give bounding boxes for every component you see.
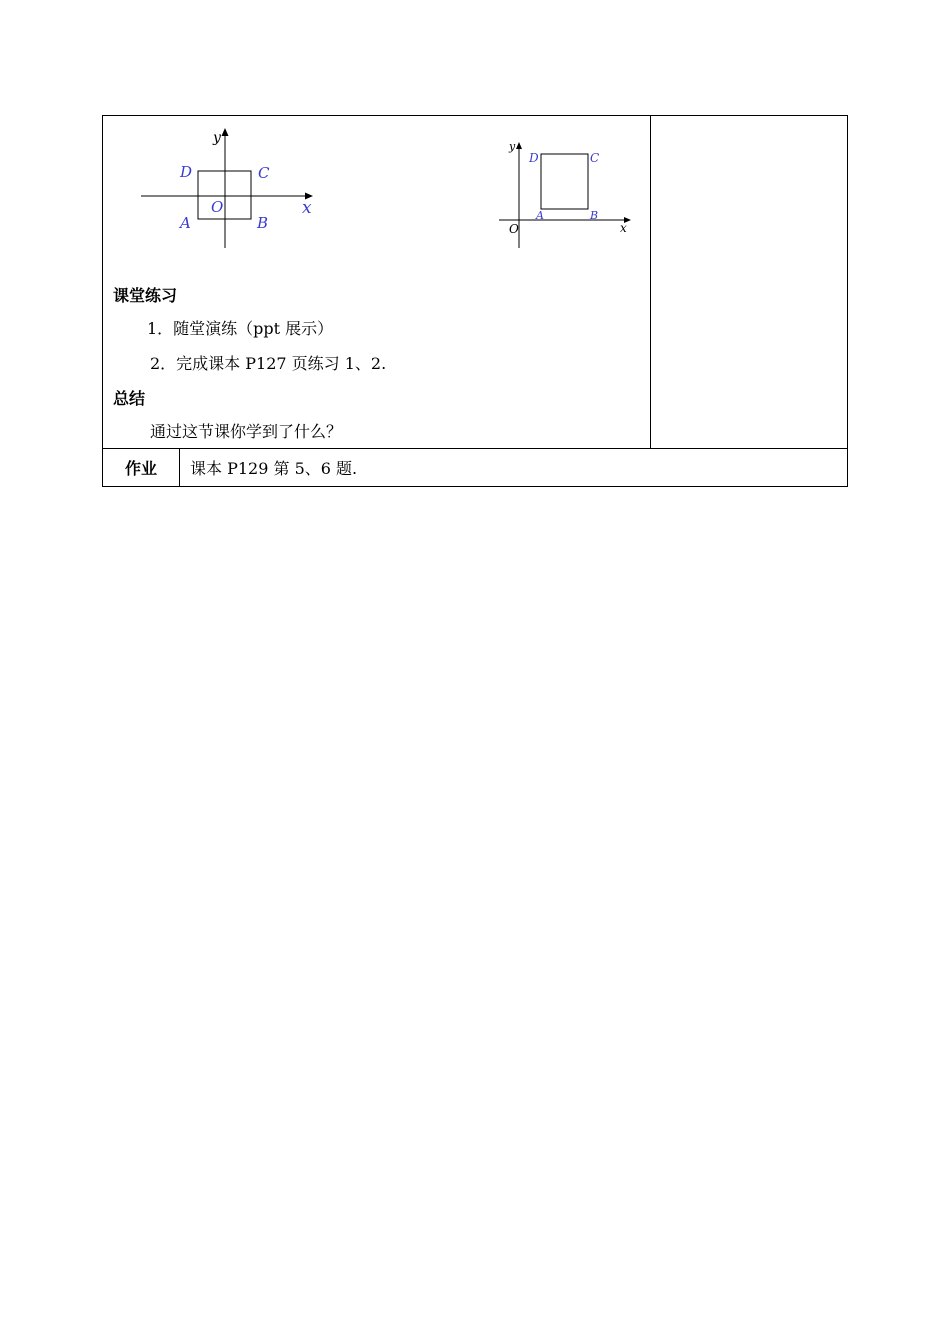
label-c: C: [258, 164, 270, 182]
practice-heading: 课堂练习: [113, 286, 178, 305]
y-axis-arrow: [222, 128, 229, 136]
label-a: A: [180, 214, 191, 232]
summary-question: 通过这节课你学到了什么？: [150, 422, 343, 441]
label-y: y: [213, 130, 221, 146]
homework-label: 作业: [124, 459, 157, 478]
label-a: A: [536, 209, 544, 222]
label-o: O: [509, 222, 519, 236]
label-b: B: [257, 214, 269, 232]
summary-heading: 总结: [113, 389, 146, 408]
label-c: C: [590, 151, 600, 165]
y-axis-arrow: [516, 142, 522, 149]
homework-content-cell: [180, 449, 847, 486]
homework-content: 课本 P129 第 5、6 题.: [190, 459, 358, 478]
practice-item-1: 1．随堂演练（ppt 展示）: [147, 319, 334, 338]
right-coordinate-figure: [495, 138, 635, 254]
label-x: x: [620, 221, 627, 235]
label-o: O: [211, 198, 224, 216]
label-d: D: [180, 163, 193, 181]
notes-cell: [651, 116, 847, 449]
label-y: y: [509, 140, 516, 153]
lesson-content-cell: [103, 116, 651, 449]
label-b: B: [590, 209, 599, 222]
label-d: D: [529, 151, 539, 165]
practice-item-2: 2．完成课本 P127 页练习 1、2.: [150, 354, 387, 373]
left-coordinate-figure: [133, 124, 323, 254]
square-abcd: [541, 154, 588, 209]
lesson-table: [102, 115, 848, 487]
homework-label-cell: [103, 449, 180, 486]
label-x: x: [302, 198, 312, 218]
